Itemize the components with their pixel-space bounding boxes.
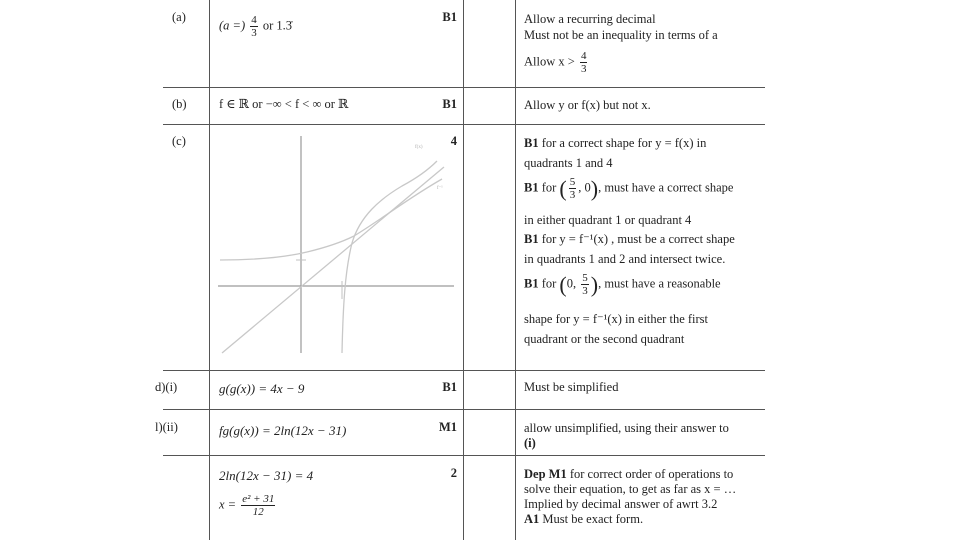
part-label-b: (b)	[172, 97, 187, 111]
note-c-line8: shape for y = f⁻¹(x) in either the first	[524, 312, 709, 326]
note-c-line6: in quadrants 1 and 2 and intersect twice.	[524, 252, 726, 266]
note-b: Allow y or f(x) but not x.	[524, 98, 651, 112]
mark-a: B1	[442, 10, 457, 24]
part-label-c: (c)	[172, 134, 186, 148]
note-e-line3: Implied by decimal answer of awrt 3.2	[524, 497, 718, 511]
note-e-line2: solve their equation, to get as far as x = …	[524, 482, 737, 496]
note-e-line1: Dep M1 for correct order of operations to	[524, 467, 734, 481]
line-y-equals-x	[222, 167, 444, 353]
answer-a-prefix: (a =)	[219, 18, 246, 33]
note-c-line9: quadrant or the second quadrant	[524, 332, 685, 346]
part-label-a: (a)	[172, 10, 186, 24]
answer-b: f ∈ ℝ or −∞ < f < ∞ or ℝ	[219, 97, 349, 111]
divider-v-marks	[463, 0, 464, 540]
row-divider-2	[163, 124, 765, 125]
answer-a-fraction: $\frac{4}{3}$	[251, 14, 257, 39]
sketch-graph	[212, 131, 462, 356]
answer-e-line2: x = $\frac{\text{e² + 31}}{12}$	[219, 493, 275, 518]
answer-dii: fg(g(x)) = 2ln(12x − 31)	[219, 423, 347, 438]
row-divider-4	[163, 409, 765, 410]
note-c-line1: B1 for a correct shape for y = f(x) in	[524, 136, 707, 150]
note-c-line3: B1 for ( $\frac{5}{3}$ , 0), must have a correct shape	[524, 176, 734, 201]
mark-dii: M1	[438, 420, 457, 434]
answer-a	[219, 14, 292, 39]
note-c-line7: B1 for (0, $\frac{5}{3}$ ), must have a reasonable	[524, 272, 721, 297]
note-a-line1: Allow a recurring decimal	[524, 12, 656, 26]
note-e-line4: A1 Must be exact form.	[524, 512, 644, 526]
curve-f	[342, 161, 437, 353]
mark-c: 4	[450, 134, 457, 148]
divider-v-notes	[515, 0, 516, 540]
note-dii-line2: (i)	[524, 436, 536, 450]
mark-b: B1	[442, 97, 457, 111]
note-a-line2: Must not be an inequality in terms of a	[524, 28, 718, 42]
label-f: f(x)	[415, 145, 423, 150]
part-label-di: d)(i)	[155, 380, 178, 394]
row-divider-3	[163, 370, 765, 371]
answer-e-line1: 2ln(12x − 31) = 4	[219, 468, 314, 483]
note-dii-line1: allow unsimplified, using their answer to	[524, 421, 729, 435]
note-c-line5: B1 for y = f⁻¹(x) , must be a correct shape	[524, 232, 735, 246]
answer-di: g(g(x)) = 4x − 9	[219, 381, 305, 396]
note-a-line3: Allow x > $\frac{4}{3}$	[524, 50, 587, 75]
note-c-line2: quadrants 1 and 4	[524, 156, 613, 170]
answer-a-or: or 1.3̇	[262, 18, 293, 33]
row-divider-5	[163, 455, 765, 456]
row-divider-1	[163, 87, 765, 88]
note-di: Must be simplified	[524, 380, 619, 394]
mark-di: B1	[442, 380, 457, 394]
mark-scheme-table	[155, 0, 783, 540]
mark-e: 2	[450, 466, 457, 480]
note-c-line4: in either quadrant 1 or quadrant 4	[524, 213, 692, 227]
divider-v-answer	[209, 0, 210, 540]
label-f-inverse: f⁻¹	[437, 186, 443, 191]
part-label-dii: l)(ii)	[155, 420, 178, 434]
curve-f-inverse	[220, 179, 442, 260]
